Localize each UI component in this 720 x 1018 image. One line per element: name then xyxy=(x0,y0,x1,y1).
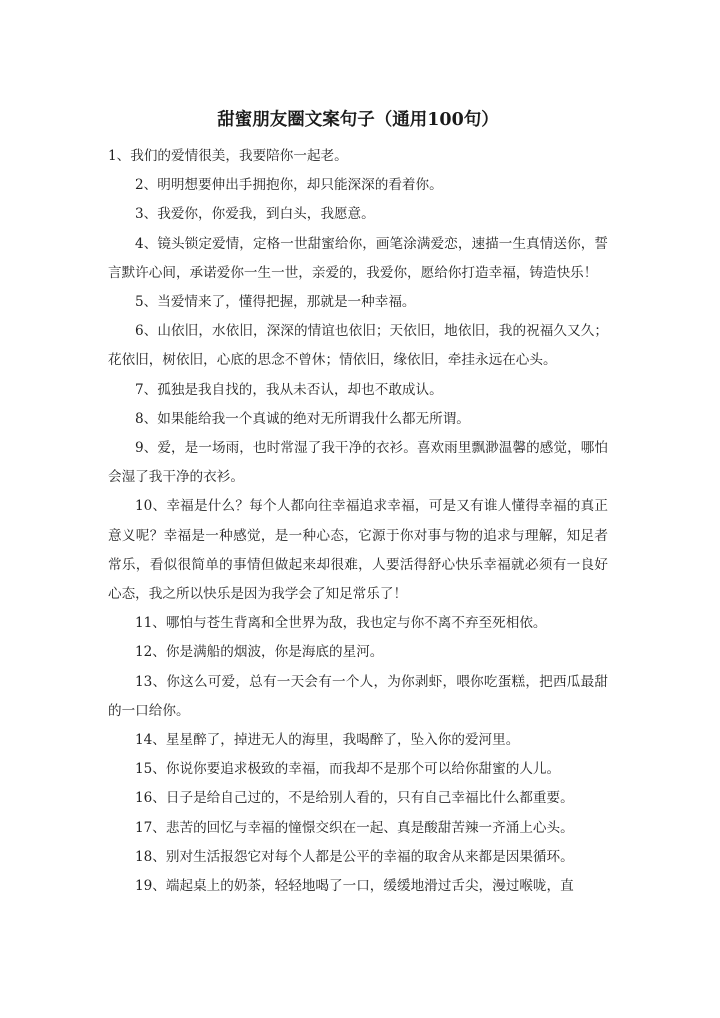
paragraph-7: 7、孤独是我自找的，我从未否认，却也不敢成认。 xyxy=(135,381,443,398)
paragraph-1: 1、我们的爱情很美，我要陪你一起老。 xyxy=(108,148,348,164)
paragraph-11: 11、哪怕与苍生背离和全世界为敌，我也定与你不离不弃至死相依。 xyxy=(135,615,547,632)
paragraph-10: 10、幸福是什么？每个人都向往幸福追求幸福，可是又有谁人懂得幸福的真正意义呢？幸福是一种感觉，是一种心态，它源于你对事与物的追求与理解，知足者常乐，看似很简单的事情但做起来却很难，人要活得舒心快乐幸福就必须有一良好心态，我之所以快乐是因为我学会了知足常乐了！ xyxy=(108,498,608,603)
paragraph-4: 4、镜头锁定爱情，定格一世甜蜜给你，画笔涂满爱恋，速描一生真情送你，誓言默许心间，承诺爱你一生一世，亲爱的，我爱你，愿给你打造幸福，铸造快乐！ xyxy=(108,235,608,281)
paragraph-18: 18、别对生活报怨它对每个人都是公平的幸福的取舍从来都是因果循环。 xyxy=(135,848,574,865)
paragraph-16: 16、日子是给自己过的，不是给别人看的，只有自己幸福比什么都重要。 xyxy=(135,790,574,807)
paragraph-6: 6、山依旧，水依旧，深深的情谊也依旧；天依旧，地依旧，我的祝福久又久；花依旧，树依旧，心底的思念不曾休；情依旧，缘依旧，牵挂永远在心头。 xyxy=(108,323,608,369)
paragraph-5: 5、当爱情来了，懂得把握，那就是一种幸福。 xyxy=(135,294,416,311)
paragraph-19: 19、端起桌上的奶茶，轻轻地喝了一口，缓缓地滑过舌尖，漫过喉咙，直 xyxy=(135,878,574,895)
paragraph-15: 15、你说你要追求极致的幸福，而我却不是那个可以给你甜蜜的人儿。 xyxy=(135,761,561,778)
paragraph-13: 13、你这么可爱，总有一天会有一个人，为你剥虾，喂你吃蛋糕，把西瓜最甜的一口给你。 xyxy=(108,673,608,719)
paragraph-8: 8、如果能给我一个真诚的绝对无所谓我什么都无所谓。 xyxy=(135,410,470,427)
document-page xyxy=(108,0,608,1018)
paragraph-2: 2、明明想要伸出手拥抱你，却只能深深的看着你。 xyxy=(135,177,443,194)
paragraph-17: 17、悲苦的回忆与幸福的憧憬交织在一起、真是酸甜苦辣一齐涌上心头。 xyxy=(135,819,574,836)
document-title: 甜蜜朋友圈文案句子（通用100句） xyxy=(217,110,499,130)
paragraph-3: 3、我爱你，你爱我，到白头，我愿意。 xyxy=(135,206,375,223)
paragraph-14: 14、星星醉了，掉进无人的海里，我喝醉了，坠入你的爱河里。 xyxy=(135,732,520,749)
paragraph-9: 9、爱，是一场雨，也时常湿了我干净的衣衫。喜欢雨里飘渺温馨的感觉，哪怕会湿了我干净的衣衫。 xyxy=(108,440,608,486)
paragraph-12: 12、你是满船的烟波，你是海底的星河。 xyxy=(135,644,384,661)
document-body xyxy=(108,142,608,901)
